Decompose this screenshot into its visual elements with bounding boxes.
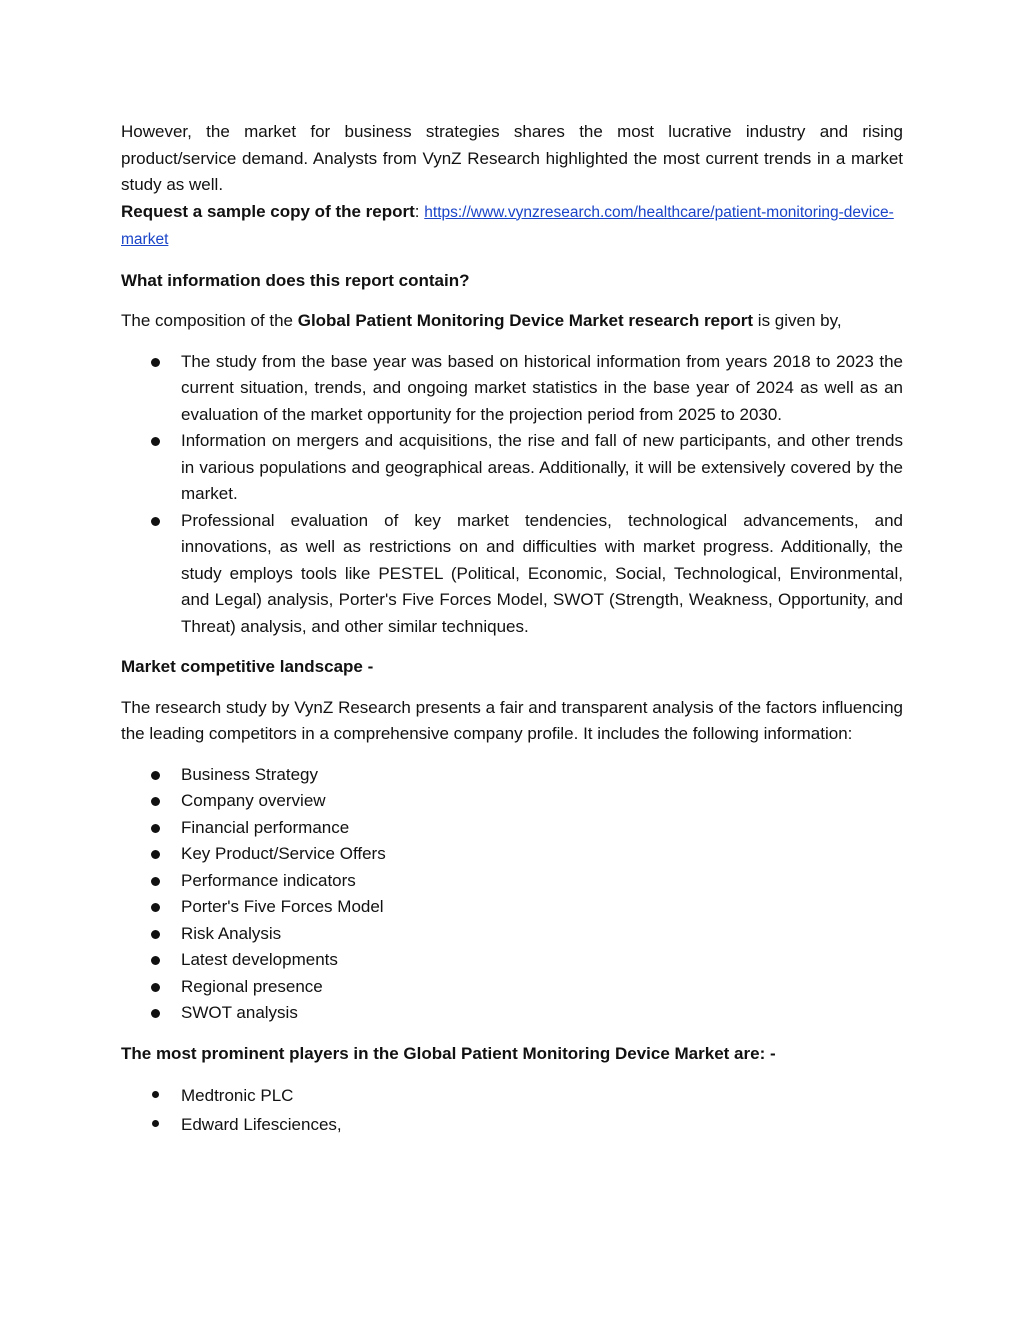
document-content	[121, 119, 903, 1153]
list-item	[121, 349, 903, 429]
list-item-text: Financial performance	[181, 817, 350, 837]
sample-request-line	[121, 199, 903, 254]
profile-items-list	[121, 762, 903, 1027]
bullet-icon	[151, 797, 160, 806]
list-item-text: SWOT analysis	[181, 1003, 298, 1022]
bullet-icon	[151, 956, 160, 965]
list-item-text: Information on mergers and acquisitions, the rise and fall of new participants, and other trends in various populations and geographical areas. Additionally, it will be extensively covered by the market.	[181, 431, 903, 503]
list-item-text: Medtronic PLC	[181, 1086, 294, 1105]
list-item	[121, 868, 903, 895]
list-item	[121, 1000, 903, 1027]
sample-report-link[interactable]: https://www.vynzresearch.com/healthcare/patient-monitoring-device-market	[121, 203, 894, 248]
bullet-icon	[152, 1091, 159, 1098]
list-item-text: Risk Analysis	[181, 923, 282, 943]
list-item-text: Key Product/Service Offers	[181, 844, 386, 863]
list-item	[121, 508, 903, 641]
bullet-icon	[151, 930, 160, 939]
bullet-icon	[151, 903, 160, 912]
list-item	[121, 762, 903, 789]
players-list	[121, 1081, 903, 1139]
list-item-text: Company overview	[181, 791, 326, 810]
info-heading	[121, 268, 903, 295]
bullet-icon	[151, 1009, 160, 1018]
list-item	[121, 815, 903, 842]
players-heading	[121, 1041, 903, 1068]
composition-prefix: The composition of the	[121, 311, 298, 330]
composition-bold: Global Patient Monitoring Device Market research report	[297, 311, 754, 330]
list-item-text: Edward Lifesciences,	[181, 1115, 342, 1134]
list-item	[121, 974, 903, 1001]
list-item-text: Porter's Five Forces Model	[181, 897, 384, 916]
list-item-text: Business Strategy	[181, 764, 319, 784]
info-heading-text: What information does this report contain?	[121, 270, 470, 290]
list-item-text: Latest developments	[181, 950, 338, 969]
list-item-text: Regional presence	[181, 976, 323, 996]
list-item	[121, 841, 903, 868]
list-item	[121, 894, 903, 921]
bullet-icon	[151, 771, 160, 780]
list-item	[121, 788, 903, 815]
bullet-icon	[151, 824, 160, 833]
composition-line	[121, 308, 903, 335]
list-item	[121, 428, 903, 508]
list-item-text: Professional evaluation of key market tendencies, technological advancements, and innovations, as well as restrictions on and difficulties with market progress. Additionally, the study employs tools like PESTEL (Political, Economic, Social, Technological, Environmental, and Legal) analysis, Porter's Five Forces Model, SWOT (Strength, Weakness, Opportunity, and Threat) analysis, and other similar techniques.	[181, 510, 903, 636]
list-item	[121, 1081, 903, 1110]
sample-request-label: Request a sample copy of the report	[121, 201, 415, 221]
list-item	[121, 921, 903, 948]
players-heading-text: The most prominent players in the Global Patient Monitoring Device Market are: -	[121, 1043, 776, 1063]
bullet-icon	[151, 517, 160, 526]
list-item-text: Performance indicators	[181, 870, 356, 890]
info-bullet-list	[121, 349, 903, 641]
bullet-icon	[151, 850, 160, 859]
landscape-heading	[121, 654, 903, 681]
list-item-text: The study from the base year was based on historical information from years 2018 to 2023 the current situation, trends, and ongoing market statistics in the base year of 2024 as well as an evaluation of the market opportunity for the projection period from 2025 to 2030.	[181, 351, 903, 424]
intro-paragraph: However, the market for business strategies shares the most lucrative industry and rising product/service demand. Analysts from VynZ Research highlighted the most current trends in a market study as well.	[121, 122, 903, 194]
composition-suffix: is given by,	[753, 311, 842, 330]
bullet-icon	[151, 437, 160, 446]
sample-request-separator: :	[414, 201, 420, 221]
list-item	[121, 1110, 903, 1139]
bullet-icon	[152, 1120, 159, 1127]
bullet-icon	[151, 983, 160, 992]
bullet-icon	[151, 358, 160, 367]
list-item	[121, 947, 903, 974]
landscape-heading-text: Market competitive landscape -	[121, 657, 374, 676]
bullet-icon	[151, 877, 160, 886]
landscape-paragraph: The research study by VynZ Research presents a fair and transparent analysis of the factors influencing the leading competitors in a comprehensive company profile. It includes the following information:	[121, 697, 903, 743]
